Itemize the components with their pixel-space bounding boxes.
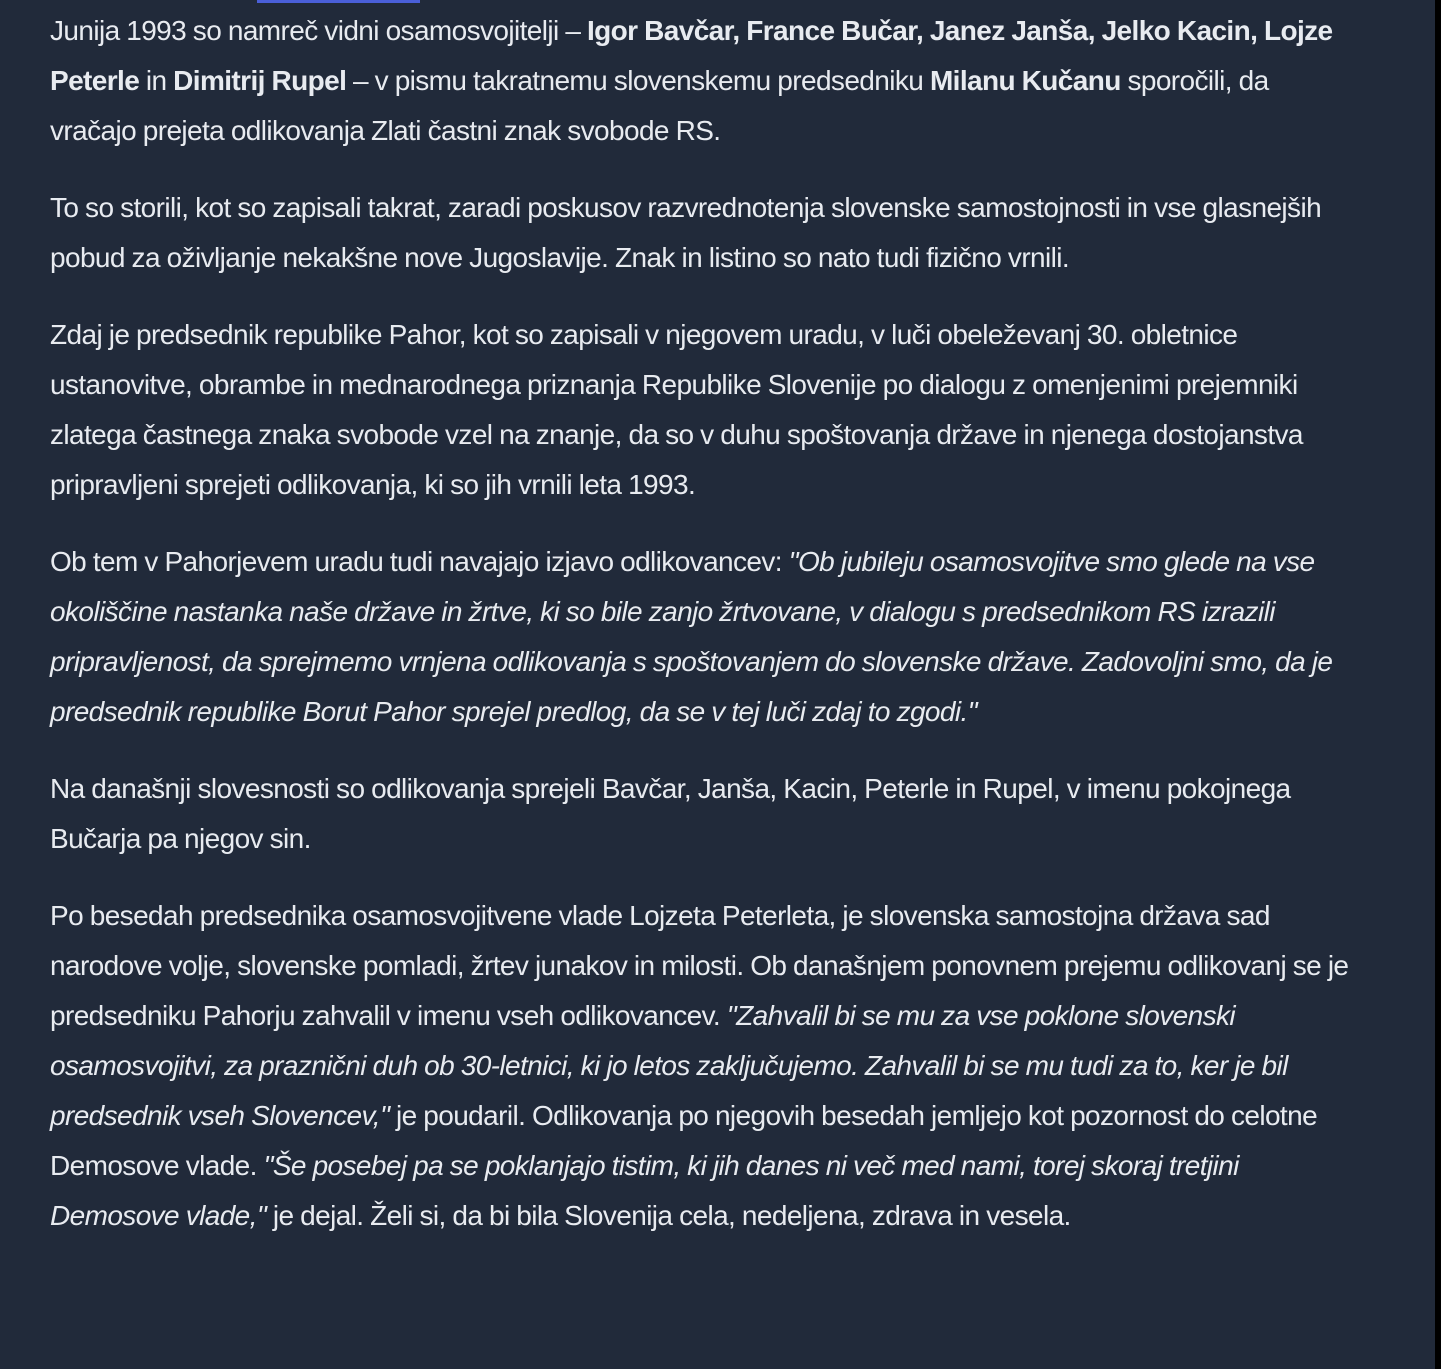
paragraph-5: Na današnji slovesnosti so odlikovanja sprejeli Bavčar, Janša, Kacin, Peterle in Rupel, v imenu pokojnega Bučarja pa njegov sin. [50,773,1291,854]
window-edge [1435,0,1441,1369]
p6-quote-2: "Še posebej pa se poklanjajo tistim, ki jih danes ni več med nami, torej skoraj tretjini Demosove vlade," [50,1150,1239,1231]
p6-text-3: je dejal. Želi si, da bi bila Slovenija cela, nedeljena, zdrava in vesela. [266,1200,1071,1231]
p1-bold-names: Igor Bavčar, France Bučar, Janez Janša, Jelko Kacin, Lojze Peterle [50,15,1333,96]
p1-text-1: Junija 1993 so namreč vidni osamosvojitelji – [50,15,587,46]
p4-quote: "Ob jubileju osamosvojitve smo glede na vse okoliščine nastanka naše države in žrtve, ki so bile zanjo žrtvovane, v dialogu s predsednikom RS izrazili pripravljenost, da sprejmemo vrnjena odlikovanja s spoštovanjem do slovenske države. Zadovoljni smo, da je predsednik republike Borut Pahor sprejel predlog, da se v tej luči zdaj to zgodi." [50,546,1333,727]
p6-text-1: Po besedah predsednika osamosvojitvene vlade Lojzeta Peterleta, je slovenska samostojna država sad narodove volje, slovenske pomladi, žrtev junakov in milosti. Ob današnjem ponovnem prejemu odlikovanj se je predsedniku Pahorju zahvalil v imenu vseh odlikovancev. [50,900,1349,1031]
p1-text-2: in [139,65,174,96]
article-body [50,6,1350,1268]
paragraph-4 [50,537,1350,737]
p6-text-2: je poudaril. Odlikovanja po njegovih besedah jemljejo kot pozornost do celotne Demosove vlade. [50,1100,1318,1181]
paragraph-2: To so storili, kot so zapisali takrat, zaradi poskusov razvrednotenja slovenske samostojnosti in vse glasnejših pobud za oživljanje nekakšne nove Jugoslavije. Znak in listino so nato tudi fizično vrnili. [50,192,1322,273]
p4-text-1: Ob tem v Pahorjevem uradu tudi navajajo izjavo odlikovancev: [50,546,789,577]
p1-bold-rupel: Dimitrij Rupel [173,65,347,96]
paragraph-3: Zdaj je predsednik republike Pahor, kot so zapisali v njegovem uradu, v luči obeleževanj 30. obletnice ustanovitve, obrambe in mednarodnega priznanja Republike Slovenije po dialogu z omenjenimi prejemniki zlatega častnega znaka svobode vzel na znanje, da so v duhu spoštovanja države in njenega dostojanstva pripravljeni sprejeti odlikovanja, ki so jih vrnili leta 1993. [50,319,1303,500]
p6-quote-1: "Zahvalil bi se mu za vse poklone slovenski osamosvojitvi, za praznični duh ob 30-letnici, ki jo letos zaključujemo. Zahvalil bi se mu tudi za to, ker je bil predsednik vseh Slovencev," [50,1000,1288,1131]
paragraph-6 [50,891,1350,1241]
paragraph-1 [50,6,1350,156]
p1-bold-kucan: Milanu Kučanu [929,65,1121,96]
top-accent-bar [257,0,420,3]
p1-text-3: – v pismu takratnemu slovenskemu predsedniku [346,65,930,96]
p1-text-4: sporočili, da vračajo prejeta odlikovanja Zlati častni znak svobode RS. [50,65,1269,146]
